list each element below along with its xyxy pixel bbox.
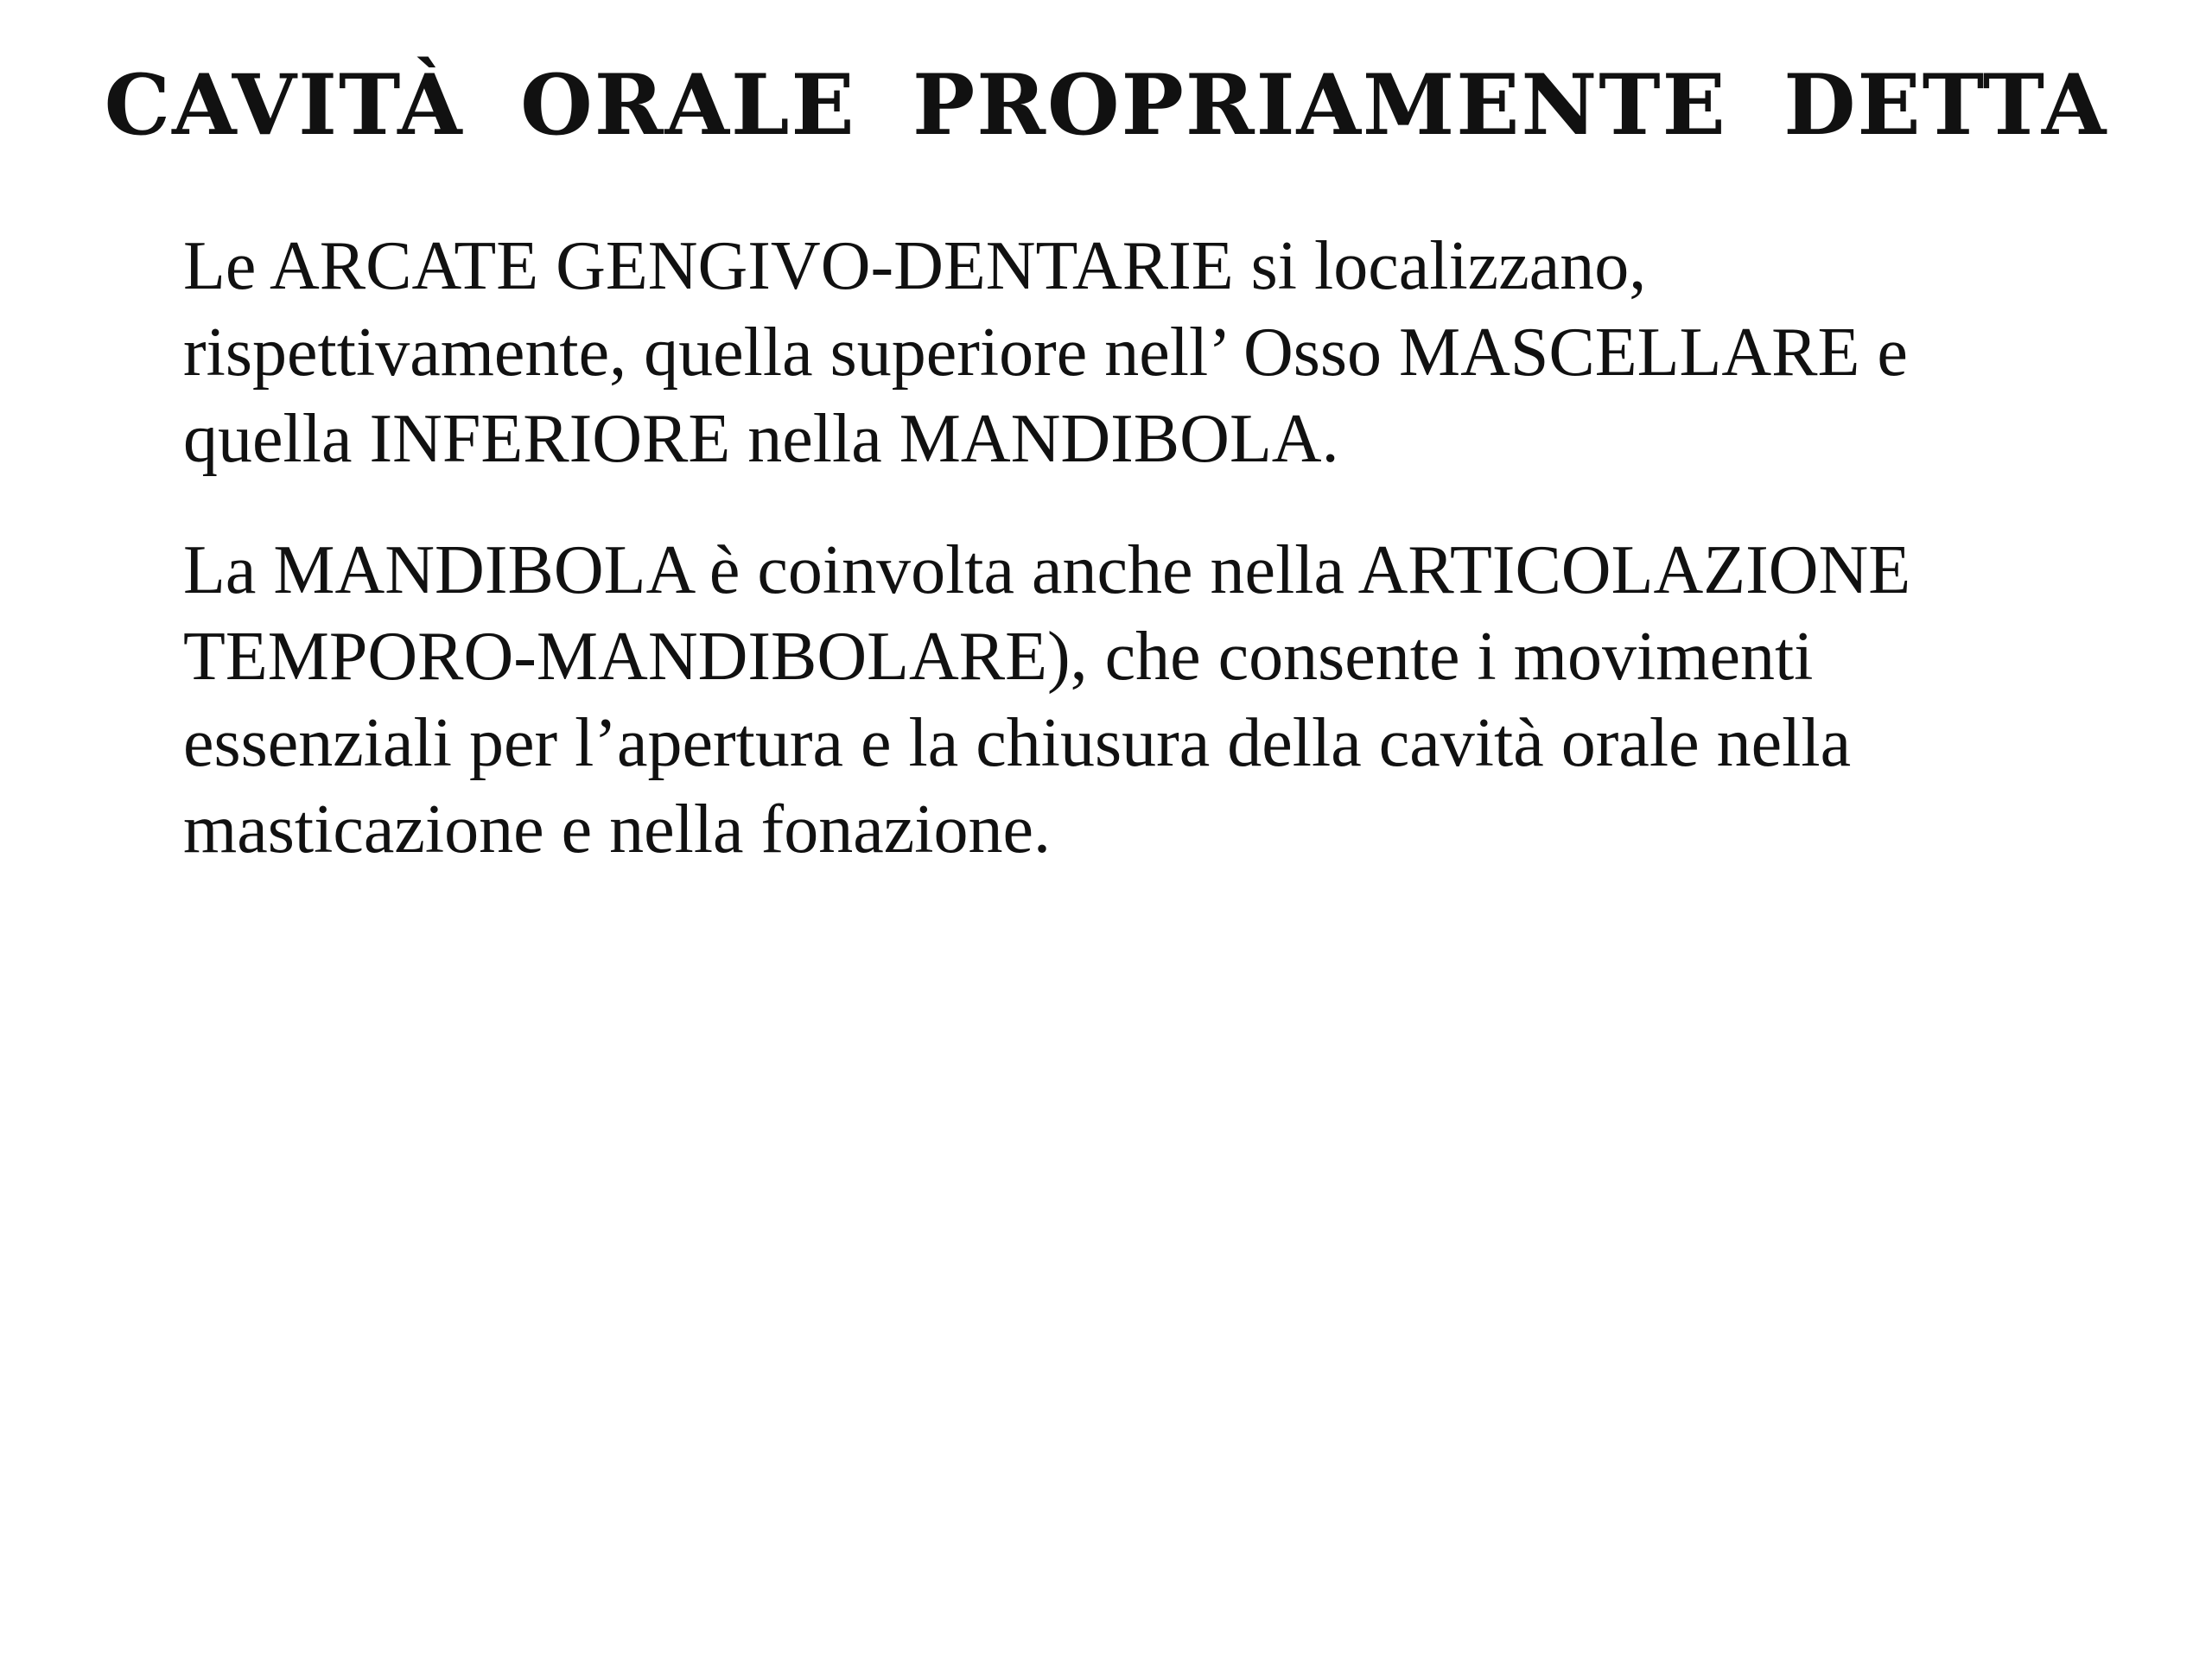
paragraph-line: TEMPORO-MANDIBOLARE), che consente i movimenti	[183, 619, 1814, 695]
paragraph-line: quella INFERIORE nella MANDIBOLA.	[183, 401, 1339, 477]
paragraph-line: masticazione e nella fonazione.	[183, 791, 1051, 868]
paragraph-line: rispettivamente, quella superiore nell’ Osso MASCELLARE e	[183, 315, 1908, 391]
slide-body	[183, 223, 2084, 918]
paragraph-mandibola	[183, 527, 2084, 873]
paragraph-arcate	[183, 223, 2084, 482]
paragraph-line: Le ARCATE GENGIVO-DENTARIE si localizzano,	[183, 228, 1647, 304]
paragraph-line: La MANDIBOLA è coinvolta anche nella ARTICOLAZIONE	[183, 532, 1911, 608]
slide-title: CAVITÀ ORALE PROPRIAMENTE DETTA	[104, 56, 2108, 154]
paragraph-line: essenziali per l’apertura e la chiusura della cavità orale nella	[183, 705, 1852, 781]
